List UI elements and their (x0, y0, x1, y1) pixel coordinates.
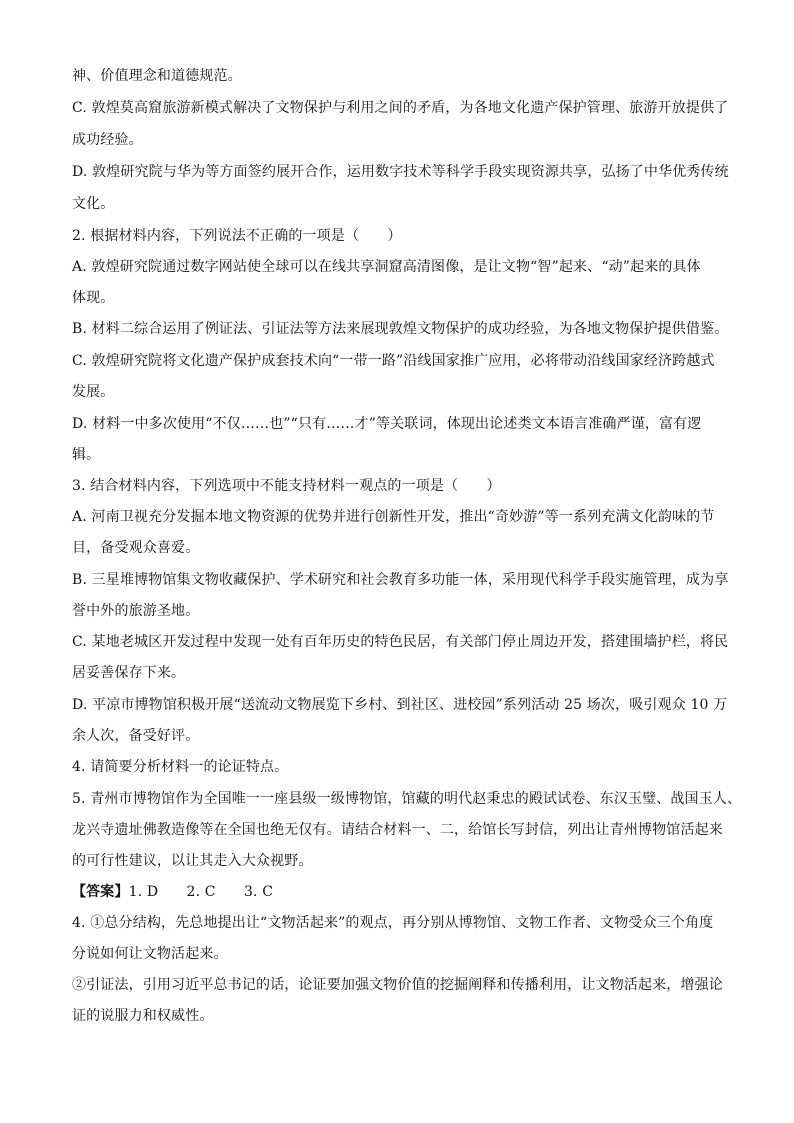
option-b-line: B. 三星堆博物馆集文物收藏保护、学术研究和社会教育多功能一体，采用现代科学手段实施管理，成为享 (72, 572, 729, 588)
option-b-line: B. 材料二综合运用了例证法、引证法等方法来展现敦煌文物保护的成功经验，为各地文物保护提供借鉴。 (72, 321, 729, 337)
option-c-line: C. 敦煌研究院将文化遗产保护成套技术向“一带一路”沿线国家推广应用，必将带动沿线国家经济跨越式 (72, 353, 715, 369)
option-c-line: C. 某地老城区开发过程中发现一处有百年历史的特色民居，有关部门停止周边开发，搭建围墙护栏，将民 (72, 634, 729, 650)
question-4: 4. 请简要分析材料一的论证特点。 (72, 759, 289, 775)
question-3: 3. 结合材料内容，下列选项中不能支持材料一观点的一项是（ ） (72, 478, 501, 494)
answer-4-line: 4. ①总分结构，先总地提出让“文物活起来”的观点，再分别从博物馆、文物工作者、文物受众三个角度 (72, 915, 714, 931)
answer-line (72, 882, 722, 902)
text-line: 的可行性建议，以让其走入大众视野。 (72, 853, 313, 869)
question-5: 5. 青州市博物馆作为全国唯一一座县级一级博物馆，馆藏的明代赵秉忠的殿试试卷、东汉玉璧、战国玉人、 (72, 791, 742, 807)
text-line: 文化。 (72, 196, 115, 212)
answer-label: 【答案】 (72, 884, 129, 900)
option-a-line: A. 河南卫视充分发掘本地文物资源的优势并进行创新性开发，推出“奇妙游”等一系列充满文化韵味的节 (72, 509, 715, 525)
text-line: 分说如何让文物活起来。 (72, 946, 228, 962)
text-line: 龙兴寺遗址佛教造像等在全国也绝无仅有。请结合材料一、二，给馆长写封信，列出让青州博物馆活起来 (72, 822, 723, 838)
answer-items: 1. D 2. C 3. C (128, 884, 274, 900)
text-line: 目，备受观众喜爱。 (72, 540, 200, 556)
text-line: 体现。 (72, 290, 115, 306)
text-line: 誉中外的旅游圣地。 (72, 603, 200, 619)
option-c-line: C. 敦煌莫高窟旅游新模式解决了文物保护与利用之间的矛盾，为各地文化遗产保护管理、旅游开放提供了 (72, 100, 729, 116)
option-a-line: A. 敦煌研究院通过数字网站使全球可以在线共享洞窟高清图像，是让文物“智”起来、“动”起来的具体 (72, 259, 701, 275)
option-d-line: D. 平凉市博物馆积极开展“送流动文物展览下乡村、到社区、进校园”系列活动 25 场次，吸引观众 10 万 (72, 697, 728, 713)
text-line: 辑。 (72, 447, 101, 463)
text-line: 居妥善保存下来。 (72, 665, 186, 681)
text-line: 神、价值理念和道德规范。 (72, 68, 242, 84)
text-line: 证的说服力和权威性。 (72, 1008, 214, 1024)
option-d-line: D. 材料一中多次使用“不仅……也”“只有……才”等关联词，体现出论述类文本语言准确严谨，富有逻 (72, 416, 702, 432)
question-2: 2. 根据材料内容，下列说法不正确的一项是（ ） (72, 228, 402, 244)
text-line: 余人次，备受好评。 (72, 728, 200, 744)
option-d-line: D. 敦煌研究院与华为等方面签约展开合作，运用数字技术等科学手段实现资源共享，弘扬了中华优秀传统 (72, 164, 729, 180)
text-line: 发展。 (72, 384, 115, 400)
answer-4-point-2: ②引证法，引用习近平总书记的话，论证要加强文物价值的挖掘阐释和传播利用，让文物活起来，增强论 (72, 977, 723, 993)
text-line: 成功经验。 (72, 132, 143, 148)
